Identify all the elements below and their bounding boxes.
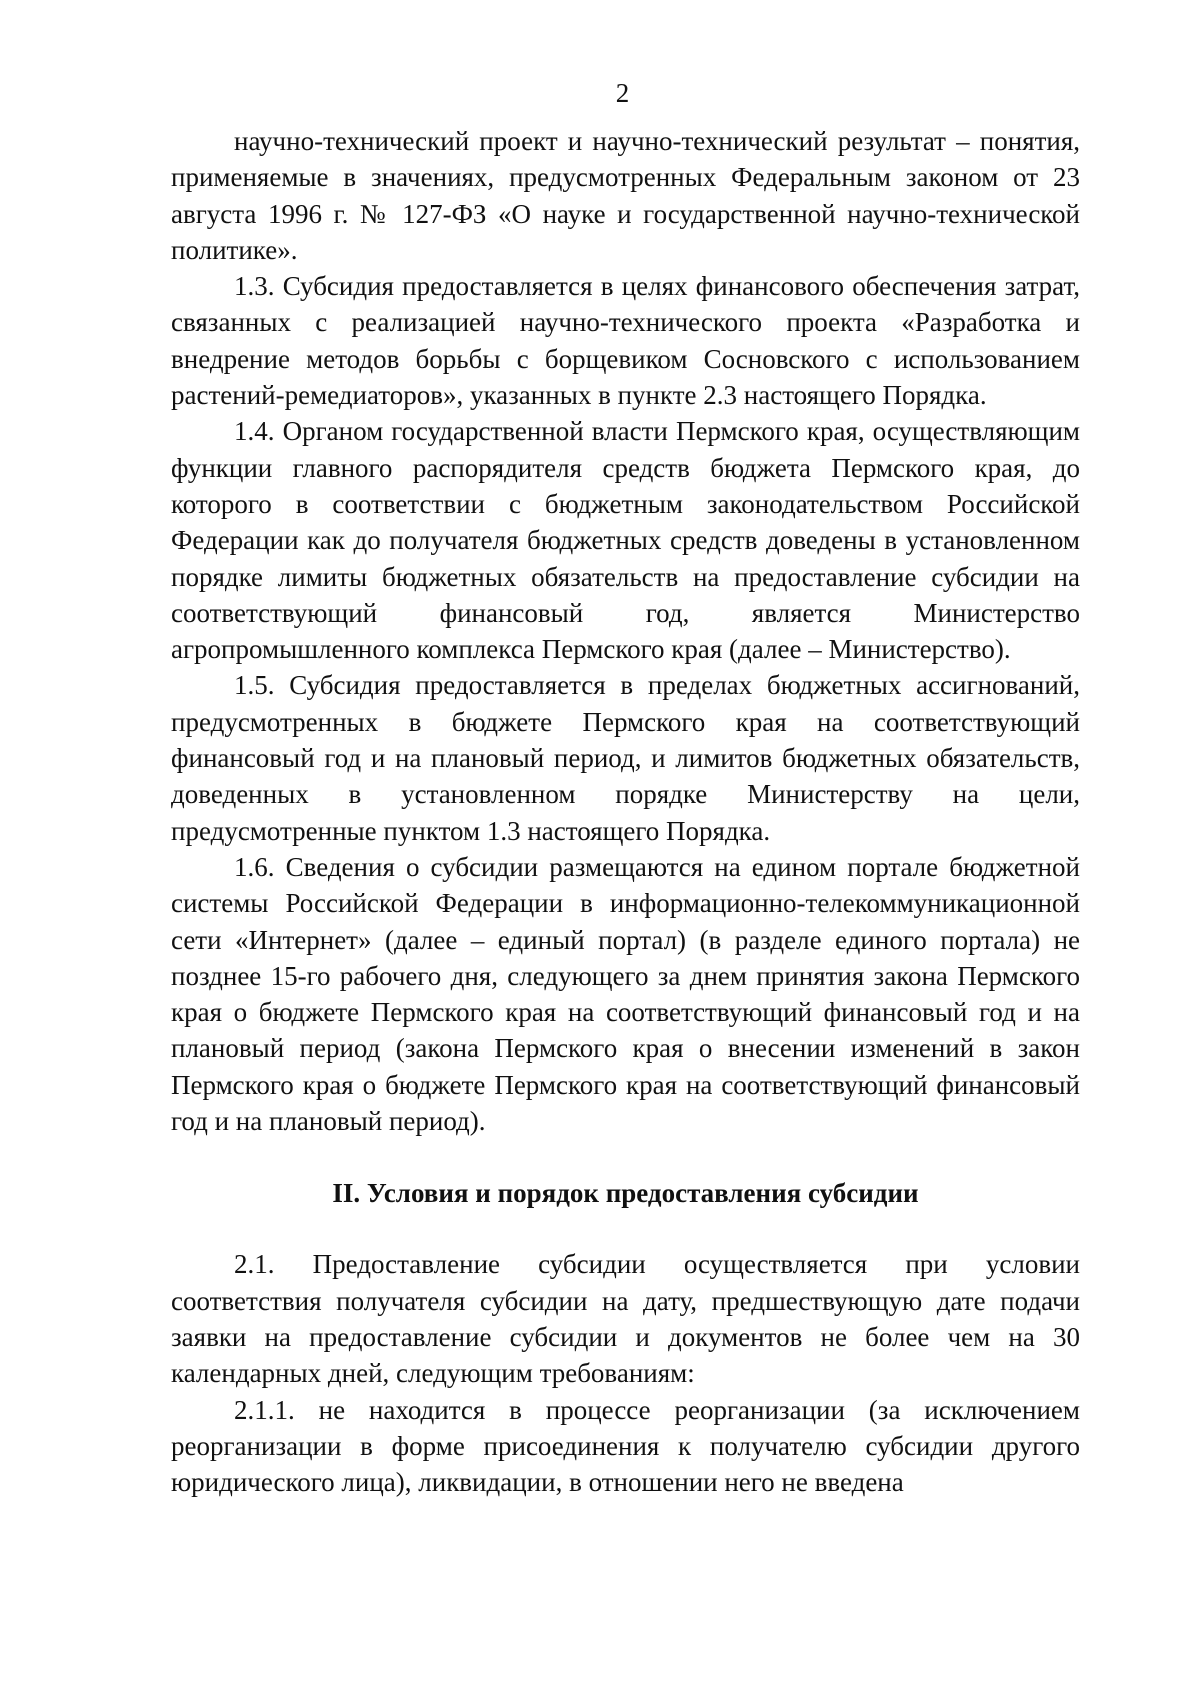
paragraph-1-5: 1.5. Субсидия предоставляется в пределах бюджетных ассигнований, предусмотренных в бюджете Пермского края на соответствующий финансовый год и на плановый период, и лимитов бюджетных обязательств, доведенных в установленном порядке Министерству на цели, предусмотренные пунктом 1.3 настоящего Порядка. xyxy=(171,670,1080,846)
paragraph-1-4: 1.4. Органом государственной власти Пермского края, осуществляющим функции главного распорядителя средств бюджета Пермского края, до которого в соответствии с бюджетным законодательством Российской Федерации как до получателя бюджетных средств доведены в установленном порядке лимиты бюджетных обязательств на предоставление субсидии на соответствующий финансовый год, является Министерство агропромышленного комплекса Пермского края (далее – Министерство). xyxy=(171,416,1080,665)
paragraph-definitions: научно-технический проект и научно-технический результат – понятия, применяемые в значениях, предусмотренных Федеральным законом от 23 августа 1996 г. № 127-ФЗ «О науке и государственной научно-технической политике». xyxy=(171,126,1080,265)
paragraph-1-6: 1.6. Сведения о субсидии размещаются на едином портале бюджетной системы Российской Федерации в информационно-телекоммуникационной сети «Интернет» (далее – единый портал) (в разделе единого портала) не позднее 15-го рабочего дня, следующего за днем принятия закона Пермского края о бюджете Пермского края на соответствующий финансовый год и на плановый период (закона Пермского края о внесении изменений в закон Пермского края о бюджете Пермского края на соответствующий финансовый год и на плановый период). xyxy=(171,851,1080,1137)
section-heading: II. Условия и порядок предоставления субсидии xyxy=(332,1178,919,1209)
paragraph-1-3: 1.3. Субсидия предоставляется в целях финансового обеспечения затрат, связанных с реализацией научно-технического проекта «Разработка и внедрение методов борьбы с борщевиком Сосновского с использованием растений-ремедиаторов», указанных в пункте 2.3 настоящего Порядка. xyxy=(171,271,1080,411)
paragraph-2-1: 2.1. Предоставление субсидии осуществляется при условии соответствия получателя субсидии на дату, предшествующую дате подачи заявки на предоставление субсидии и документов не более чем на 30 календарных дней, следующим требованиям: xyxy=(171,1249,1080,1389)
document-body xyxy=(171,123,1080,1500)
page-number: 2 xyxy=(615,78,630,108)
paragraph-2-1-1: 2.1.1. не находится в процессе реорганизации (за исключением реорганизации в форме присоединения к получателю субсидии другого юридического лица), ликвидации, в отношении него не введена xyxy=(171,1394,1080,1498)
